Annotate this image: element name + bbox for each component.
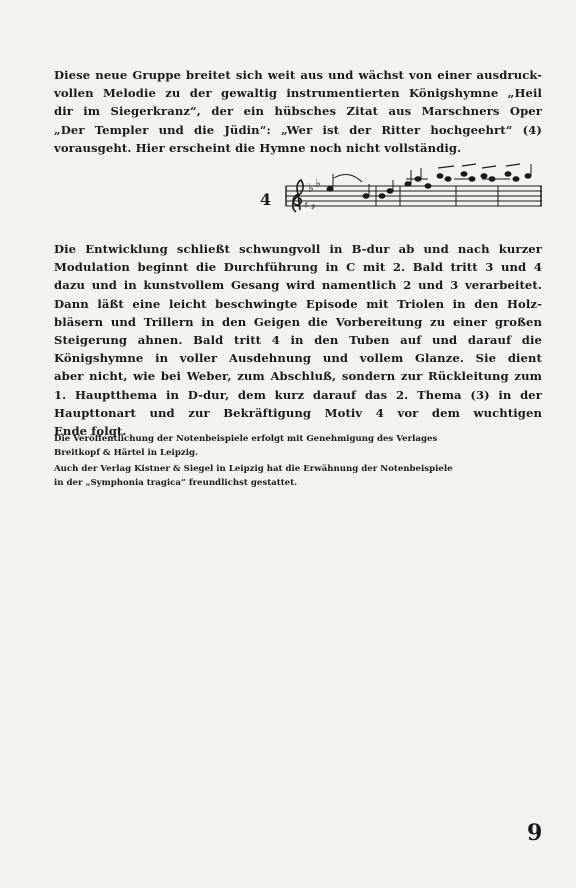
footnote-line: in der „Symphonia tragica“ freundlichst gestattet. (54, 478, 298, 488)
note-heads (327, 164, 531, 198)
text-line: 1. Hauptthema in D-dur, dem kurz darauf das 2. Thema (3) in der (54, 387, 542, 402)
music-example-number: 4 (260, 190, 272, 209)
footnote-line: Breitkopf & Härtel in Leipzig. (54, 448, 198, 458)
footnote-2 (54, 462, 542, 490)
footnote-1 (54, 432, 542, 460)
text-line: bläsern und Trillern in den Geigen die Vorbereitung zu einer großen (54, 314, 542, 329)
text-line: Königshymne in voller Ausdehnung und vollem Glanze. Sie dient (54, 351, 542, 366)
text-line: Die Entwicklung schließt schwungvoll in B-dur ab und nach kurzer (54, 242, 542, 256)
svg-text:♯: ♯ (304, 201, 309, 211)
text-line: vollen Melodie zu der gewaltig instrumentierten Königshymne „Heil (54, 86, 542, 101)
svg-text:♯: ♯ (311, 203, 316, 213)
svg-text:♭: ♭ (315, 176, 321, 190)
text-line: aber nicht, wie bei Weber, zum Abschluß, sondern zur Rückleitung zum (54, 369, 542, 384)
text-line: Steigerung ahnen. Bald tritt 4 in den Tuben auf und darauf die (54, 333, 542, 348)
footnote-line: Auch der Verlag Kistner & Siegel in Leipzig hat die Erwähnung der Notenbeispiele (54, 464, 453, 474)
text-line: vorausgeht. Hier erscheint die Hymne noch nicht vollständig. (54, 140, 462, 155)
paragraph-2 (54, 240, 542, 440)
footnote-line: Die Veröffentlichung der Notenbeispiele erfolgt mit Genehmigung des Verlages (54, 434, 438, 444)
text-line: Dann läßt eine leicht beschwingte Episode mit Triolen in den Holz- (54, 296, 542, 311)
music-example-staff (258, 158, 548, 228)
text-line: Haupttonart und zur Bekräftigung Motiv 4 vor dem wuchtigen (54, 405, 542, 420)
text-line: Modulation beginnt die Durchführung in C mit 2. Bald tritt 3 und 4 (54, 260, 542, 275)
svg-text:♭: ♭ (308, 181, 314, 195)
text-line: „Der Templer und die Jüdin“: „Wer ist der Ritter hochgeehrt“ (4) (54, 122, 542, 137)
text-line: Diese neue Gruppe breitet sich weit aus und wächst von einer ausdruck- (54, 68, 542, 82)
text-line: Ende folgt. (54, 424, 127, 439)
paragraph-1 (54, 66, 542, 157)
text-line: dir im Siegerkranz“, der ein hübsches Zitat aus Marschners Oper (54, 104, 542, 119)
page-number: 9 (527, 820, 543, 846)
key-signature (304, 176, 321, 213)
text-line: dazu und in kunstvollem Gesang wird namentlich 2 und 3 verarbeitet. (54, 278, 542, 293)
